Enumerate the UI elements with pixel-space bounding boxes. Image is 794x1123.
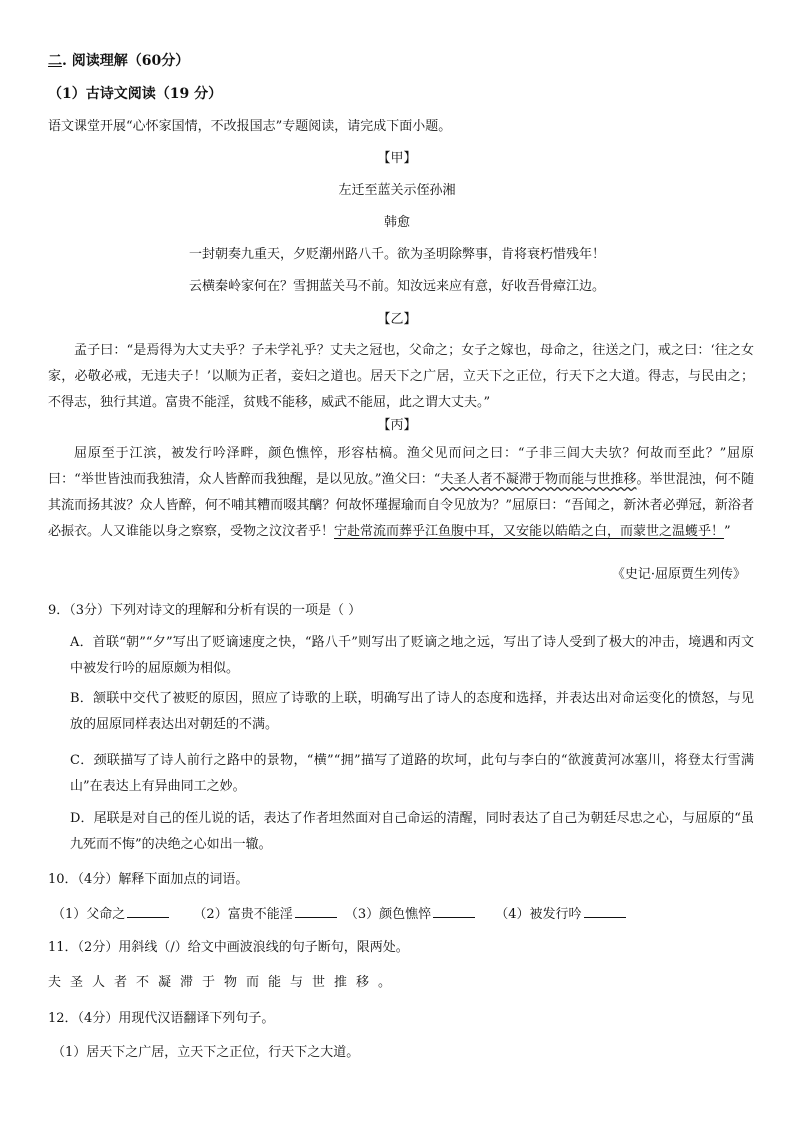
jia-label: 【甲】 [377, 151, 417, 166]
bing-passage: 屈原至于江滨，被发行吟泽畔，颜色憔悴，形容枯槁。渔父见而问之曰：“子非三闾大夫欤？何故而至此？”屈原曰：“举世皆浊而我独清，众人皆醉而我独醒，是以见放。”渔父曰：“夫圣人者不凝滞于物而能与世推移。举世混浊，何不随其流而扬其波？众人皆醉，何不哺其糟而啜其醨？何故怀瑾握瑜而自令见放为？”屈原曰：“吾闻之，新沐者必弹冠，新浴者必振衣。人又谁能以身之察察，受物之汶汶者乎！宁赴常流而葬乎江鱼腹中耳，又安能以皓皓之白，而蒙世之温蠖乎！” [48, 446, 754, 539]
underlined-sentence: 宁赴常流而葬乎江鱼腹中耳，又安能以皓皓之白，而蒙世之温蠖乎！ [334, 524, 725, 539]
passage-source: 《史记·屈原贾生列传》 [611, 567, 746, 582]
q10-item-2: （2）富贵不能淫 [193, 907, 293, 922]
q9-option-b: B．颔联中交代了被贬的原因，照应了诗歌的上联，明确写出了诗人的态度和选择，并表达出对命运变化的愤怒，与见放的屈原同样表达出对朝廷的不满。 [70, 691, 754, 732]
section-number: 二 [48, 53, 62, 69]
yi-label: 【乙】 [377, 312, 417, 327]
q9-stem: 9．（3分）下列对诗文的理解和分析有误的一项是（ ） [48, 603, 362, 618]
poem-title: 左迁至蓝关示侄孙湘 [338, 183, 456, 198]
q12-stem: 12．（4分）用现代汉语翻译下列句子。 [48, 1011, 275, 1026]
answer-blank[interactable] [584, 905, 626, 918]
subsection-heading: （1）古诗文阅读（19 分） [48, 86, 223, 102]
answer-blank[interactable] [295, 905, 337, 918]
q10-item-4: （4）被发行吟 [495, 907, 582, 922]
q9-option-a: A．首联“朝”“夕”写出了贬谪速度之快，“路八千”则写出了贬谪之地之远，写出了诗人受到了极大的冲击，境遇和丙文中被发行吟的屈原颇为相似。 [70, 635, 754, 676]
q10-stem: 10．（4分）解释下面加点的词语。 [48, 872, 249, 887]
intro-text: 语文课堂开展“心怀家国情，不改报国志”专题阅读，请完成下面小题。 [48, 119, 452, 134]
answer-blank[interactable] [433, 905, 475, 918]
q11-sentence: 夫圣人者不凝滞于物而能与世推移。 [48, 975, 401, 990]
poem-line-1: 一封朝奏九重天，夕贬潮州路八千。欲为圣明除弊事，肯将衰朽惜残年！ [188, 247, 605, 262]
wavy-underlined-sentence: 夫圣人者不凝滞于物而能与世推移 [440, 472, 637, 487]
section-title: 阅读理解（60分） [71, 53, 190, 69]
q11-stem: 11．（2分）用斜线（/）给文中画波浪线的句子断句，限两处。 [48, 940, 409, 955]
q9-option-d: D．尾联是对自己的侄儿说的话，表达了作者坦然面对自己命运的清醒，同时表达了自己为朝廷尽忠之心，与屈原的“虽九死而不悔”的决绝之心如出一辙。 [70, 811, 754, 852]
q10-items [52, 905, 628, 924]
q12-sentence-1: （1）居天下之广居，立天下之正位，行天下之大道。 [52, 1045, 360, 1060]
section-heading: 二. 阅读理解（60分） [48, 53, 190, 69]
q10-item-1: （1）父命之 [52, 907, 126, 922]
q10-item-3: （3）颜色憔悴 [344, 907, 432, 922]
answer-blank[interactable] [127, 905, 169, 918]
q9-option-c: C．颈联描写了诗人前行之路中的景物，“横”“拥”描写了道路的坎坷，此句与李白的“欲渡黄河冰塞川，将登太行雪满山”在表达上有异曲同工之妙。 [70, 753, 754, 794]
bing-label: 【丙】 [377, 418, 417, 433]
yi-passage: 孟子曰：“是焉得为大丈夫乎？子未学礼乎？丈夫之冠也，父命之；女子之嫁也，母命之，往送之门，戒之曰：‘往之女家，必敬必戒，无违夫子！’以顺为正者，妾妇之道也。居天下之广居，立天下之正位，行天下之大道。得志，与民由之；不得志，独行其道。富贵不能淫，贫贱不能移，威武不能屈，此之谓大丈夫。” [48, 343, 754, 410]
poem-author: 韩愈 [383, 215, 410, 230]
poem-line-2: 云横秦岭家何在？雪拥蓝关马不前。知汝远来应有意，好收吾骨瘴江边。 [188, 279, 605, 294]
